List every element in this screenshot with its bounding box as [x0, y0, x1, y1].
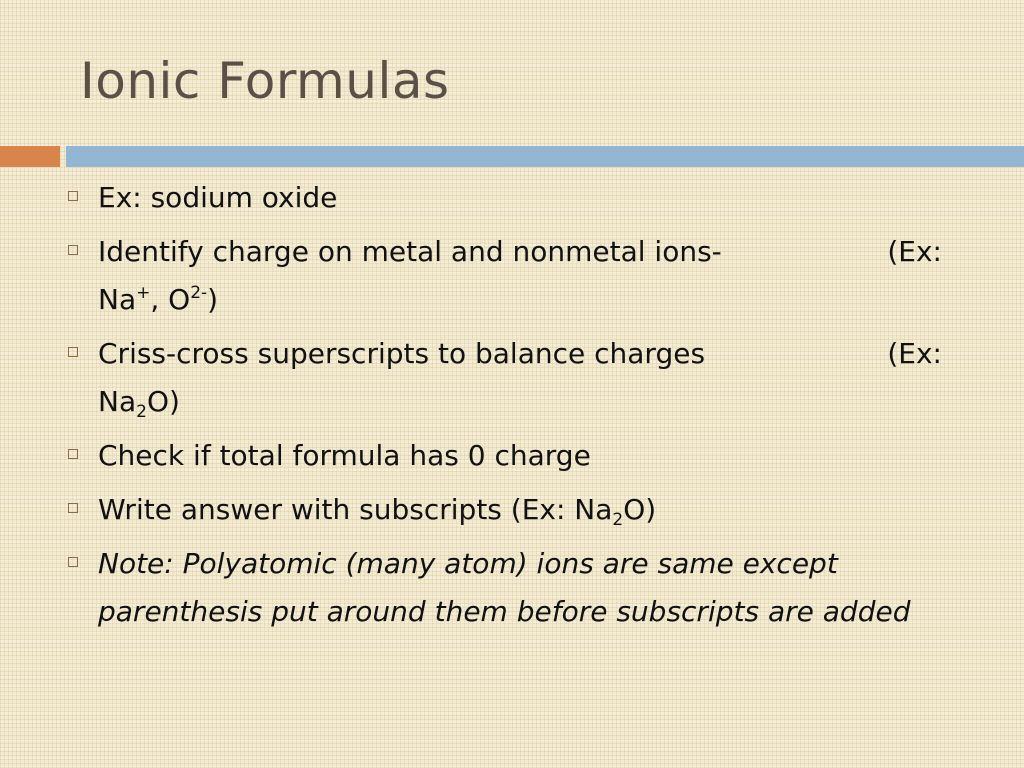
- square-bullet-icon: [68, 347, 78, 357]
- ion-example: Na+, $O^{2-}$): [98, 283, 219, 316]
- bullet-text: Check if total formula has 0 charge: [98, 439, 591, 472]
- bullet-list: [66, 174, 956, 642]
- square-bullet-icon: [68, 191, 78, 201]
- bullet-text: Ex: sodium oxide: [98, 181, 338, 214]
- bullet-item-2: [66, 228, 956, 324]
- bullet-item-6: [66, 540, 956, 636]
- note-text: Note: Polyatomic (many atom) ions are same except parenthesis put around them before subscripts are added: [98, 547, 911, 628]
- bullet-text: Write answer with subscripts (Ex: Na: [98, 493, 613, 526]
- accent-bar-orange: [0, 146, 60, 167]
- example-label: (Ex:: [887, 337, 942, 370]
- bullet-item-5: Write answer with subscripts (Ex: $Na_2O$): [66, 486, 956, 534]
- example-label: (Ex:: [887, 235, 942, 268]
- accent-bar-blue: [66, 146, 1024, 167]
- bullet-item-3: [66, 330, 956, 426]
- square-bullet-icon: [68, 245, 78, 255]
- slide-title: Ionic Formulas: [80, 52, 450, 110]
- square-bullet-icon: [68, 503, 78, 513]
- bullet-item-1: [66, 174, 956, 222]
- bullet-text: Identify charge on metal and nonmetal ions-: [98, 235, 722, 268]
- bullet-item-4: [66, 432, 956, 480]
- formula-example: $Na_2O$): [98, 385, 180, 422]
- square-bullet-icon: [68, 449, 78, 459]
- bullet-text: Criss-cross superscripts to balance charges: [98, 337, 706, 370]
- square-bullet-icon: [68, 557, 78, 567]
